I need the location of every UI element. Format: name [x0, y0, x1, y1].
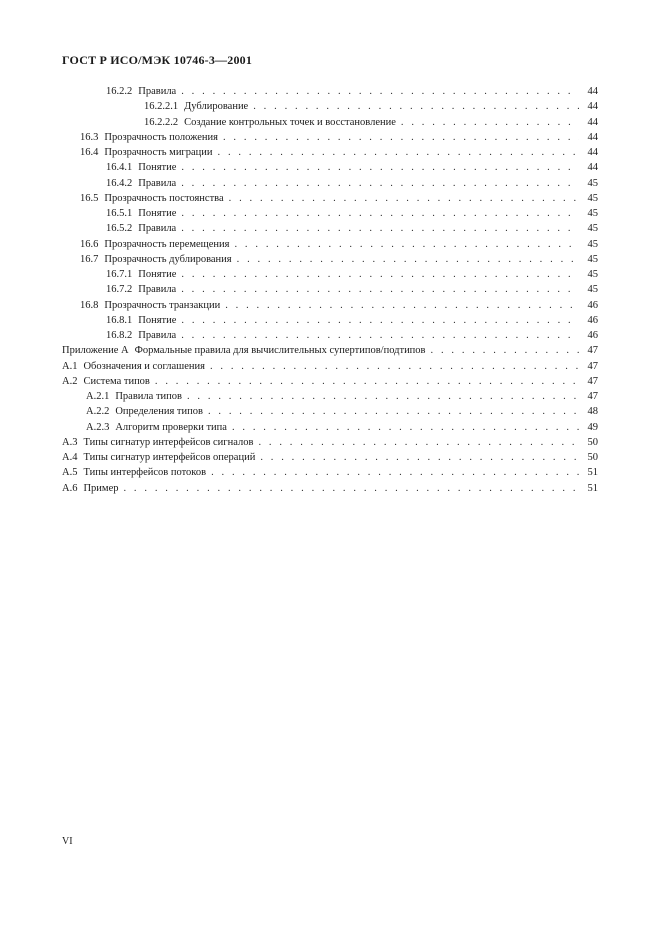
toc-entry-number: А.2.2 [86, 406, 110, 418]
toc-entry[interactable] [62, 359, 598, 374]
toc-entry-page: 45 [587, 208, 598, 219]
dot-leader [155, 374, 579, 389]
toc-entry-number: А.2.1 [86, 391, 110, 402]
toc-entry[interactable] [62, 328, 598, 343]
table-of-contents [62, 84, 598, 496]
toc-entry-page: 45 [587, 269, 598, 280]
toc-entry-number: А.2.3 [86, 421, 110, 433]
toc-entry-title: Типы интерфейсов потоков [83, 467, 207, 479]
toc-entry[interactable] [62, 343, 598, 358]
toc-entry[interactable] [62, 160, 598, 175]
toc-entry-title: Обозначения и соглашения [83, 360, 205, 372]
toc-entry-page: 48 [587, 406, 598, 418]
toc-entry[interactable] [62, 435, 598, 450]
toc-entry-number: А.1 [62, 360, 78, 372]
toc-entry-title: Понятие [138, 208, 177, 219]
toc-entry-number: 16.8.1 [106, 314, 133, 326]
dot-leader [253, 99, 579, 114]
toc-entry-title: Правила [138, 86, 177, 97]
toc-entry-page: 46 [587, 330, 598, 341]
toc-entry[interactable] [62, 191, 598, 206]
toc-entry-title: Типы сигнатур интерфейсов операций [83, 452, 256, 463]
dot-leader [181, 313, 579, 328]
toc-entry-number: 16.6 [80, 238, 99, 250]
toc-entry-page: 45 [587, 284, 598, 296]
toc-entry[interactable] [62, 237, 598, 252]
toc-entry-number: 16.2.2.2 [144, 116, 179, 128]
toc-entry-page: 45 [587, 177, 598, 189]
toc-entry-page: 44 [587, 162, 598, 174]
toc-entry-title: Понятие [138, 269, 177, 280]
toc-entry[interactable] [62, 206, 598, 221]
dot-leader [181, 160, 579, 175]
dot-leader [211, 465, 579, 480]
dot-leader [187, 389, 579, 404]
toc-entry[interactable] [62, 420, 598, 435]
toc-entry-number: 16.2.2.1 [144, 101, 179, 113]
toc-entry-page: 47 [587, 360, 598, 372]
toc-entry-page: 50 [587, 452, 598, 463]
dot-leader [225, 298, 579, 313]
dot-leader [237, 252, 579, 267]
toc-entry[interactable] [62, 282, 598, 297]
toc-entry-page: 46 [587, 314, 598, 326]
toc-entry[interactable] [62, 176, 598, 191]
toc-entry-page: 44 [587, 101, 598, 113]
dot-leader [181, 282, 579, 297]
toc-entry-number: 16.2.2 [106, 86, 133, 97]
toc-entry-title: Прозрачность миграции [104, 147, 213, 158]
dot-leader [181, 328, 579, 343]
dot-leader [181, 176, 579, 191]
page-number: VI [62, 836, 73, 847]
dot-leader [234, 237, 579, 252]
dot-leader [181, 84, 579, 99]
toc-entry-page: 47 [587, 345, 598, 357]
toc-entry-title: Типы сигнатур интерфейсов сигналов [83, 436, 254, 448]
toc-entry[interactable] [62, 481, 598, 496]
toc-entry-page: 50 [587, 436, 598, 448]
toc-entry[interactable] [62, 404, 598, 419]
toc-entry[interactable] [62, 115, 598, 130]
toc-entry-number: 16.7 [80, 253, 99, 265]
dot-leader [218, 145, 579, 160]
toc-entry[interactable] [62, 298, 598, 313]
dot-leader [431, 343, 579, 358]
toc-entry-number: А.6 [62, 482, 78, 494]
toc-entry-title: Правила [138, 330, 177, 341]
toc-entry[interactable] [62, 99, 598, 114]
toc-entry-number: 16.5.1 [106, 208, 133, 219]
page-header: ГОСТ Р ИСО/МЭК 10746-3—2001 [62, 53, 253, 67]
toc-entry-number: 16.7.2 [106, 284, 133, 296]
toc-entry-page: 44 [587, 116, 598, 128]
toc-entry-title: Правила [138, 223, 177, 235]
toc-entry[interactable] [62, 267, 598, 282]
toc-entry-number: А.2 [62, 375, 78, 387]
dot-leader [181, 206, 579, 221]
toc-entry[interactable] [62, 84, 598, 99]
toc-entry-title: Прозрачность дублирования [104, 253, 232, 265]
toc-entry-title: Прозрачность перемещения [104, 238, 230, 250]
toc-entry-title: Система типов [83, 375, 150, 387]
toc-entry-title: Прозрачность положения [104, 131, 218, 143]
toc-entry-page: 45 [587, 223, 598, 235]
toc-entry[interactable] [62, 465, 598, 480]
toc-entry[interactable] [62, 389, 598, 404]
dot-leader [123, 481, 579, 496]
toc-entry[interactable] [62, 450, 598, 465]
toc-entry[interactable] [62, 252, 598, 267]
toc-entry-number: 16.4.1 [106, 162, 133, 174]
toc-entry-page: 44 [587, 147, 598, 158]
toc-entry-title: Алгоритм проверки типа [115, 421, 227, 433]
dot-leader [208, 404, 579, 419]
toc-entry[interactable] [62, 374, 598, 389]
toc-entry-number: А.5 [62, 467, 78, 479]
toc-entry-title: Правила [138, 177, 177, 189]
toc-entry-number: 16.5.2 [106, 223, 133, 235]
toc-entry-number: А.4 [62, 452, 78, 463]
dot-leader [210, 359, 579, 374]
toc-entry-title: Определения типов [115, 406, 203, 418]
toc-entry-page: 47 [587, 391, 598, 402]
toc-entry-page: 49 [587, 421, 598, 433]
toc-entry-page: 51 [587, 482, 598, 494]
toc-entry-number: 16.3 [80, 131, 99, 143]
toc-entry-page: 45 [587, 192, 598, 204]
toc-entry-title: Пример [83, 482, 119, 494]
dot-leader [229, 191, 579, 206]
toc-entry-number: 16.5 [80, 192, 99, 204]
toc-entry-title: Прозрачность транзакции [104, 299, 221, 311]
toc-entry-number: 16.8.2 [106, 330, 133, 341]
dot-leader [223, 130, 579, 145]
toc-entry-title: Прозрачность постоянства [104, 192, 224, 204]
toc-entry-title: Создание контрольных точек и восстановление [184, 116, 396, 128]
dot-leader [260, 450, 579, 465]
toc-entry[interactable] [62, 145, 598, 160]
dot-leader [181, 221, 579, 236]
dot-leader [181, 267, 579, 282]
toc-entry-page: 46 [587, 299, 598, 311]
toc-entry[interactable] [62, 313, 598, 328]
toc-entry-number: Приложение А [62, 345, 129, 357]
toc-entry-page: 45 [587, 253, 598, 265]
toc-entry-number: 16.7.1 [106, 269, 133, 280]
toc-entry-title: Формальные правила для вычислительных супертипов/подтипов [134, 345, 426, 357]
toc-entry-page: 51 [587, 467, 598, 479]
toc-entry-title: Правила [138, 284, 177, 296]
dot-leader [258, 435, 579, 450]
toc-entry-title: Понятие [138, 314, 177, 326]
toc-entry-title: Дублирование [184, 101, 249, 113]
toc-entry[interactable] [62, 221, 598, 236]
dot-leader [232, 420, 579, 435]
toc-entry-page: 47 [587, 375, 598, 387]
toc-entry-page: 44 [587, 131, 598, 143]
toc-entry-number: 16.8 [80, 299, 99, 311]
toc-entry[interactable] [62, 130, 598, 145]
toc-entry-number: А.3 [62, 436, 78, 448]
dot-leader [401, 115, 579, 130]
toc-entry-number: 16.4.2 [106, 177, 133, 189]
toc-entry-title: Понятие [138, 162, 177, 174]
toc-entry-number: 16.4 [80, 147, 99, 158]
toc-entry-page: 45 [587, 238, 598, 250]
toc-entry-title: Правила типов [115, 391, 182, 402]
toc-entry-page: 44 [587, 86, 598, 97]
